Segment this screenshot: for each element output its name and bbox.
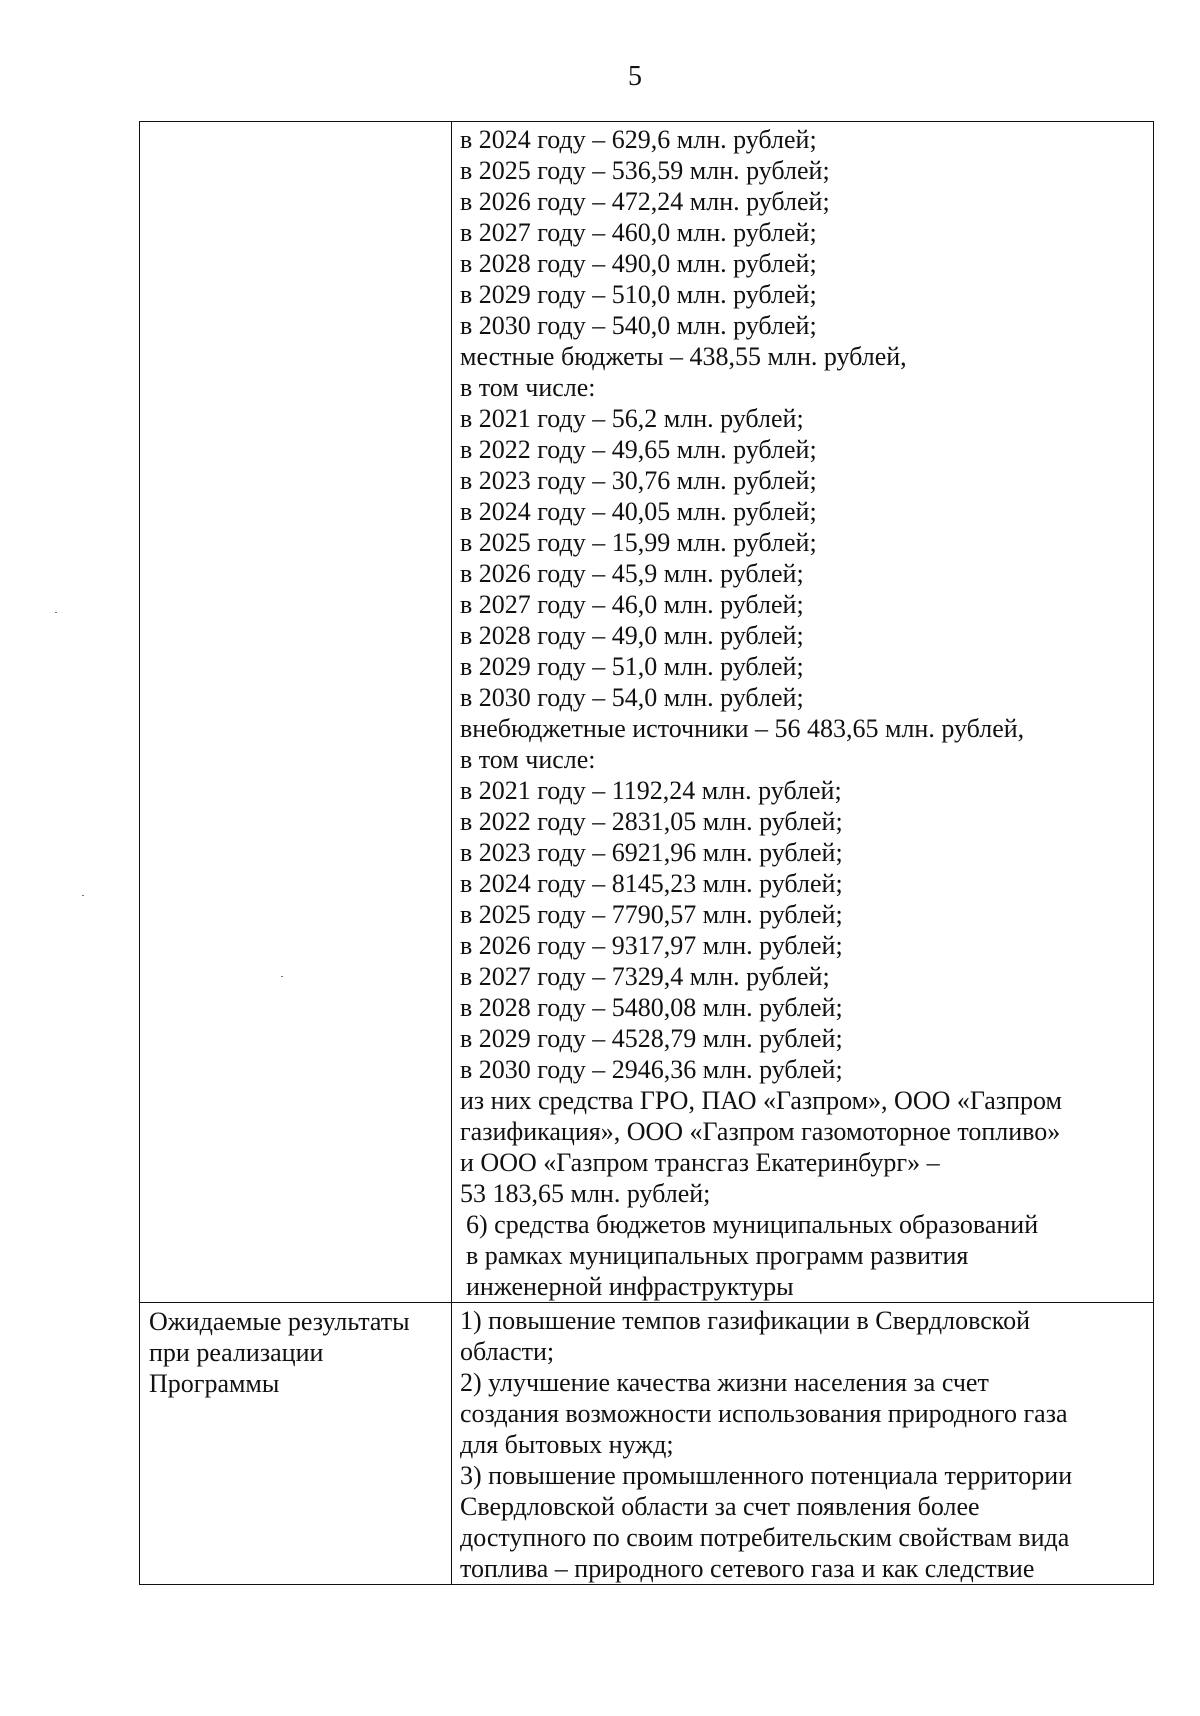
- scan-speck: [82, 895, 84, 896]
- financing-line: в 2027 году – 46,0 млн. рублей;: [460, 590, 804, 619]
- financing-text: [452, 122, 1153, 1302]
- result-line: топлива – природного сетевого газа и как следствие: [460, 1554, 1035, 1583]
- financing-line: в 2030 году – 2946,36 млн. рублей;: [460, 1055, 843, 1084]
- result-line: 3) повышение промышленного потенциала территории: [460, 1461, 1073, 1490]
- expected-results-row: [140, 1303, 1154, 1585]
- financing-line: в 2027 году – 7329,4 млн. рублей;: [460, 962, 830, 991]
- financing-line: в 2029 году – 51,0 млн. рублей;: [460, 652, 804, 681]
- financing-line: в том числе:: [460, 373, 596, 402]
- label-line: Программы: [149, 1369, 280, 1398]
- financing-line: в 2025 году – 7790,57 млн. рублей;: [460, 900, 843, 929]
- financing-line: газификация», ООО «Газпром газомоторное топливо»: [460, 1117, 1061, 1146]
- result-line: доступного по своим потребительским свойствам вида: [460, 1523, 1070, 1552]
- financing-line: в 2027 году – 460,0 млн. рублей;: [460, 218, 817, 247]
- program-passport-table: [139, 121, 1154, 1585]
- financing-line: в 2024 году – 629,6 млн. рублей;: [460, 125, 817, 154]
- financing-line: в 2021 году – 56,2 млн. рублей;: [460, 404, 804, 433]
- result-line: для бытовых нужд;: [460, 1430, 674, 1459]
- financing-line: и ООО «Газпром трансгаз Екатеринбург» –: [460, 1148, 940, 1177]
- financing-line: в 2023 году – 30,76 млн. рублей;: [460, 466, 817, 495]
- financing-line: в 2026 году – 45,9 млн. рублей;: [460, 559, 804, 588]
- financing-line: в 2030 году – 54,0 млн. рублей;: [460, 683, 804, 712]
- financing-line: в рамках муниципальных программ развития: [466, 1241, 969, 1270]
- financing-line: в 2022 году – 49,65 млн. рублей;: [460, 435, 817, 464]
- financing-line: в 2022 году – 2831,05 млн. рублей;: [460, 807, 843, 836]
- extrabudgetary-total: внебюджетные источники – 56 483,65 млн. рублей,: [460, 714, 1025, 743]
- label-line: при реализации: [149, 1338, 324, 1367]
- scan-speck: [281, 976, 283, 977]
- result-line: Свердловской области за счет появления более: [460, 1492, 980, 1521]
- financing-line: в 2028 году – 49,0 млн. рублей;: [460, 621, 804, 650]
- expected-results-value-cell: [452, 1303, 1154, 1585]
- financing-line: в 2024 году – 40,05 млн. рублей;: [460, 497, 817, 526]
- scan-speck: [55, 612, 57, 613]
- result-line: 2) улучшение качества жизни населения за счет: [460, 1368, 989, 1397]
- financing-value-cell: [452, 122, 1154, 1303]
- financing-line: в том числе:: [460, 745, 596, 774]
- financing-line: в 2026 году – 472,24 млн. рублей;: [460, 187, 830, 216]
- financing-line: в 2025 году – 15,99 млн. рублей;: [460, 528, 817, 557]
- financing-line: в 2025 году – 536,59 млн. рублей;: [460, 156, 830, 185]
- financing-row: [140, 122, 1154, 1303]
- financing-line: в 2026 году – 9317,97 млн. рублей;: [460, 931, 843, 960]
- result-line: создания возможности использования природного газа: [460, 1399, 1068, 1428]
- financing-label-cell: [140, 122, 452, 1303]
- expected-results-label: [140, 1303, 451, 1399]
- financing-line: 6) средства бюджетов муниципальных образований: [466, 1210, 1039, 1239]
- financing-line: в 2028 году – 490,0 млн. рублей;: [460, 249, 817, 278]
- financing-line: в 2023 году – 6921,96 млн. рублей;: [460, 838, 843, 867]
- financing-line: в 2029 году – 510,0 млн. рублей;: [460, 280, 817, 309]
- financing-line: из них средства ГРО, ПАО «Газпром», ООО «Газпром: [460, 1086, 1062, 1115]
- expected-results-label-cell: [140, 1303, 452, 1585]
- financing-line: в 2024 году – 8145,23 млн. рублей;: [460, 869, 843, 898]
- financing-line: в 2021 году – 1192,24 млн. рублей;: [460, 776, 842, 805]
- result-line: 1) повышение темпов газификации в Свердловской: [460, 1306, 1030, 1335]
- page-number: 5: [628, 61, 642, 92]
- financing-line: в 2029 году – 4528,79 млн. рублей;: [460, 1024, 843, 1053]
- financing-line: инженерной инфраструктуры: [466, 1272, 794, 1301]
- gazprom-funds-total: 53 183,65 млн. рублей;: [460, 1179, 711, 1208]
- label-line: Ожидаемые результаты: [149, 1307, 410, 1336]
- local-budgets-total: местные бюджеты – 438,55 млн. рублей,: [460, 342, 907, 371]
- financing-line: в 2030 году – 540,0 млн. рублей;: [460, 311, 817, 340]
- financing-line: в 2028 году – 5480,08 млн. рублей;: [460, 993, 843, 1022]
- result-line: области;: [460, 1337, 555, 1366]
- expected-results-text: [452, 1303, 1153, 1584]
